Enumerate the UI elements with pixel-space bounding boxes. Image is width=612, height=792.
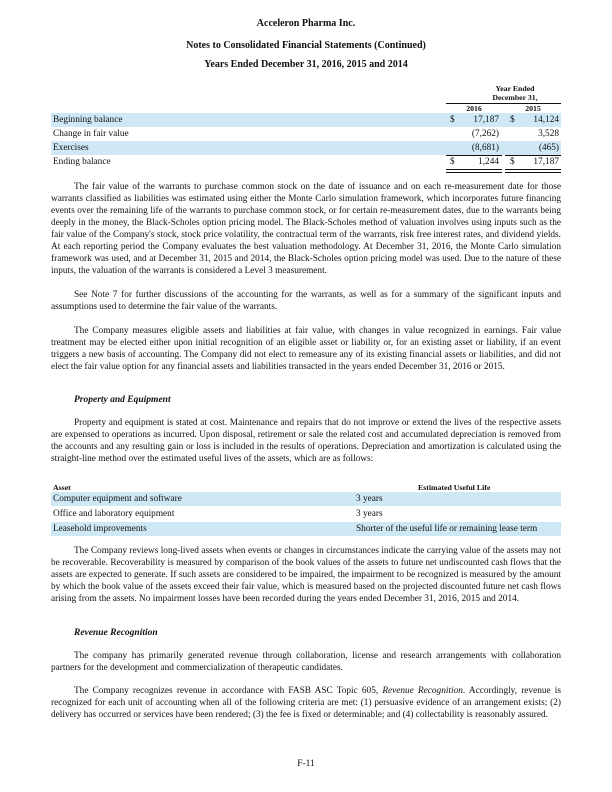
table-row	[51, 155, 561, 169]
criteria-text-start: The Company recognizes revenue in accordance with FASB ASC Topic 605,	[74, 686, 383, 696]
value-2016: (7,262)	[471, 129, 499, 139]
row-label: Ending balance	[53, 157, 111, 167]
currency-symbol: $	[450, 157, 455, 167]
total-double-rule	[505, 169, 561, 173]
paragraph-fair-value-option: The Company measures eligible assets and liabilities at fair value, with changes in value recognized in earnings. Fair value treatment may be elected either upon initial recognition of an eligible asset or liability or, for an existing asset or liability, if an event triggers a new basis of accounting. The Company did not elect to remeasure any of its existing financial assets or liabilities, and did not elect the fair value option for any financial assets and liabilities transacted in the years ended December 31, 2016 or 2015.	[51, 326, 561, 373]
paragraph-impairment: The Company reviews long-lived assets when events or changes in circumstances indicate the carrying value of the assets may not be recoverable. Recoverability is measured by comparison of the book values of the assets to future net undiscounted cash flows that the assets are expected to generate. If such assets are considered to be impaired, the impairment to be recognized is measured by the amount by which the book value of the assets exceed their fair value, which is measured based on the projected discounted future net cash flows arising from the assets. No impairment losses have been recorded during the years ended December 31, 2016, 2015 and 2014.	[51, 546, 561, 605]
col-asset-header: Asset	[53, 483, 71, 492]
currency-symbol: $	[510, 115, 515, 125]
topic-title: Revenue Recognition	[382, 686, 463, 696]
period-heading: Years Ended December 31, 2016, 2015 and 2014	[204, 59, 408, 70]
row-label: Beginning balance	[53, 115, 123, 125]
asset-name: Computer equipment and software	[53, 494, 182, 504]
value-2015: 17,187	[533, 157, 559, 167]
heading-property-equipment: Property and Equipment	[74, 395, 171, 405]
paragraph-revenue-sources: The company has primarily generated revenue through collaboration, license and research arrangements with collaboration partners for the development and commercialization of therapeutic candidates.	[51, 651, 561, 674]
value-2016: (8,681)	[471, 143, 499, 153]
col-useful-life-header: Estimated Useful Life	[418, 483, 491, 492]
paragraph-revenue-criteria	[51, 685, 561, 721]
year-ended-label: Year Ended	[495, 84, 535, 93]
table-row	[51, 507, 561, 521]
total-double-rule	[446, 169, 502, 173]
company-name: Acceleron Pharma Inc.	[256, 18, 356, 29]
table-row	[51, 141, 561, 155]
paragraph-property-equipment: Property and equipment is stated at cost. Maintenance and repairs that do not improve or extend the lives of the respective assets are expensed to operations as incurred. Upon disposal, retirement or sale the related cost and accumulated depreciation is removed from the accounts and any resulting gain or loss is included in the results of operations. Depreciation and amortization is calculated using the straight-line method over the estimated useful lives of the assets, which are as follows:	[51, 418, 561, 465]
value-2015: 14,124	[533, 115, 559, 125]
document-subtitle: Notes to Consolidated Financial Statements (Continued)	[186, 40, 426, 51]
value-2016: 17,187	[473, 115, 499, 125]
december-label: December 31,	[492, 93, 538, 102]
value-2016: 1,244	[478, 157, 499, 167]
heading-revenue-recognition: Revenue Recognition	[74, 628, 158, 638]
row-label: Exercises	[53, 143, 89, 153]
paragraph-note7-reference: See Note 7 for further discussions of the accounting for the warrants, as well as for a summary of the significant inputs and assumptions used to determine the fair value of the warrants.	[51, 290, 561, 313]
value-2015: (465)	[538, 143, 559, 153]
asset-name: Office and laboratory equipment	[53, 509, 175, 519]
row-label: Change in fair value	[53, 129, 129, 139]
table-row	[51, 522, 561, 536]
useful-life: 3 years	[356, 494, 383, 504]
currency-symbol: $	[450, 115, 455, 125]
col-2015-header: 2015	[525, 104, 541, 113]
table-row	[51, 127, 561, 141]
year-ended-header	[470, 84, 560, 102]
useful-life: Shorter of the useful life or remaining lease term	[356, 524, 538, 534]
table-row	[51, 492, 561, 506]
col-2016-header: 2016	[466, 104, 482, 113]
page-number: F-11	[297, 759, 315, 769]
asset-name: Leasehold improvements	[53, 524, 147, 534]
criteria-text-rest: . Accordingly, revenue is recognized for each unit of accounting when all of the following criteria are met: (1) persuasive evidence of an arrangement exists; (2) delivery has occurred or services have been rendered; (3) the fee is fixed or determinable; and (4) collectability is reasonably assured.	[51, 686, 561, 721]
useful-life: 3 years	[356, 509, 383, 519]
currency-symbol: $	[510, 157, 515, 167]
table-row	[51, 113, 561, 127]
paragraph-warrant-valuation: The fair value of the warrants to purchase common stock on the date of issuance and on each re-measurement date for those warrants classified as liabilities was estimated using either the Monte Carlo simulation framework, which incorporates future financing events over the remaining life of the warrants to purchase common stock, or for certain re-measurement dates, due to the warrants being deeply in the money, the Black-Scholes option pricing model. The Black-Scholes method of valuation involves using inputs such as the fair value of the Company's stock, stock price volatility, the contractual term of the warrants, risk free interest rates, and dividend yields. At each reporting period the Company evaluates the best valuation methodology. At December 31, 2016, the Monte Carlo simulation framework was used, and at December 31, 2015 and 2014, the Black-Scholes option pricing model was used. Due to the nature of these inputs, the valuation of the warrants is considered a Level 3 measurement.	[51, 182, 561, 277]
value-2015: 3,528	[538, 129, 559, 139]
